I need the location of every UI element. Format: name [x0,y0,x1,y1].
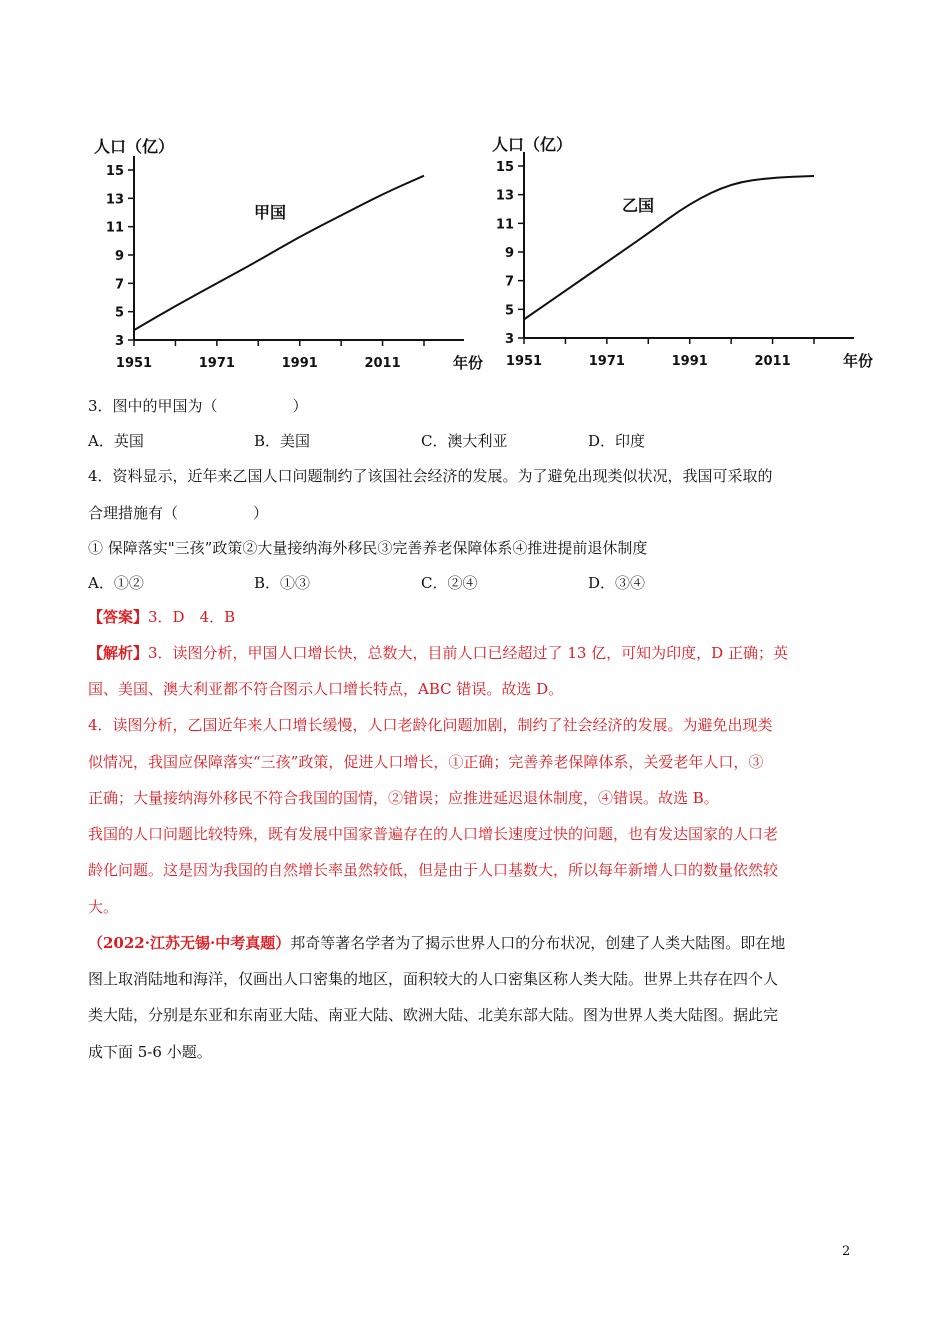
q4-stem-line2: 合理措施有（ ） [88,504,269,522]
y-tick-label: 13 [495,188,514,204]
passage-line2: 图上取消陆地和海洋，仅画出人口密集的地区，面积较大的人口密集区称人类大陆。世界上共存在四个人 [88,970,779,988]
analysis-line5: 正确；大量接纳海外移民不符合我国的国情，②错误；应推进延迟退休制度，④错误。故选 B。 [88,789,719,807]
q4-option-b: B．①③ [254,574,311,592]
series-line [524,176,814,319]
analysis-line1 [88,643,788,663]
y-tick-label: 11 [105,220,124,236]
q3-option-a: A．英国 [88,432,144,450]
analysis-line3: 4．读图分析，乙国近年来人口增长缓慢，人口老龄化问题加剧，制约了社会经济的发展。为避免出现类 [88,716,773,734]
passage-line3: 类大陆，分别是东亚和东南亚大陆、南亚大陆、欧洲大陆、北美东部大陆。图为世界人类大陆图。据此完 [88,1006,779,1024]
chart-svg-jia [84,126,484,376]
x-tick-label: 1991 [281,356,318,371]
y-tick-label: 7 [504,274,514,290]
y-tick-label: 13 [105,192,124,208]
analysis-line4: 似情况，我国应保障落实“三孩”政策，促进人口增长，①正确；完善养老保障体系，关爱老年人口，③ [88,753,764,771]
passage-line1 [88,933,785,953]
x-tick-label: 1951 [115,356,153,371]
analysis-text1: 3．读图分析，甲国人口增长快，总数大，目前人口已经超过了 13 亿，可知为印度，D 正确；英 [148,644,788,662]
y-tick-label: 9 [504,246,514,261]
y-tick-label: 15 [105,164,124,179]
q3-stem: 3．图中的甲国为（ ） [88,397,308,415]
x-tick-label: 1971 [588,354,625,369]
analysis-line6: 我国的人口问题比较特殊，既有发展中国家普遍存在的人口增长速度过快的问题，也有发达国家的人口老 [88,825,779,843]
x-tick-label: 2011 [364,356,401,371]
passage-source: （2022·江苏无锡·中考真题） [88,934,291,952]
chart-svg-yi [482,124,874,374]
y-axis-label: 人口（亿） [94,137,175,156]
q4-stem-line3: ① 保障落实"三孩”政策②大量接纳海外移民③完善养老保障体系④推进提前退休制度 [88,539,648,557]
q4-option-a: A．①② [88,574,144,592]
y-tick-label: 9 [114,249,124,264]
answer-text: 3．D 4．B [148,608,236,626]
analysis-line7: 龄化问题。这是因为我国的自然增长率虽然较低，但是由于人口基数大，所以每年新增人口的数量依然较 [88,861,779,879]
page-number: 2 [842,1244,851,1259]
x-axis-label: 年份 [452,354,484,372]
q4-option-c: C．②④ [421,574,478,592]
x-tick-label: 1971 [198,356,235,371]
y-tick-label: 3 [504,332,514,347]
series-label: 乙国 [622,196,655,215]
y-tick-label: 11 [495,217,514,233]
y-tick-label: 5 [114,305,124,321]
passage-text1: 邦奇等著名学者为了揭示世界人口的分布状况，创建了人类大陆图。即在地 [290,934,786,952]
y-tick-label: 5 [504,303,514,319]
analysis-line8: 大。 [88,898,119,916]
q3-option-b: B．美国 [254,432,311,450]
x-tick-label: 2011 [754,354,791,369]
q4-stem-line1: 4．资料显示，近年来乙国人口问题制约了该国社会经济的发展。为了避免出现类似状况，我国可采取的 [88,467,773,485]
y-axis-label: 人口（亿） [492,135,573,154]
y-tick-label: 15 [495,160,514,175]
series-label: 甲国 [254,203,287,222]
series-line [134,176,424,330]
q3-option-d: D．印度 [588,432,646,450]
population-chart-yi [482,124,874,374]
x-tick-label: 1951 [505,354,543,369]
y-tick-label: 3 [114,334,124,349]
population-chart-jia [84,126,484,376]
analysis-tag: 【解析】 [88,644,149,662]
q4-option-d: D．③④ [588,574,646,592]
y-tick-label: 7 [114,277,124,293]
q3-option-c: C．澳大利亚 [421,432,508,450]
passage-line4: 成下面 5-6 小题。 [88,1043,212,1061]
answer-line [88,607,235,627]
x-axis-label: 年份 [842,352,874,370]
answer-tag: 【答案】 [88,608,149,626]
x-tick-label: 1991 [671,354,708,369]
analysis-line2: 国、美国、澳大利亚都不符合图示人口增长特点，ABC 错误。故选 D。 [88,680,564,698]
